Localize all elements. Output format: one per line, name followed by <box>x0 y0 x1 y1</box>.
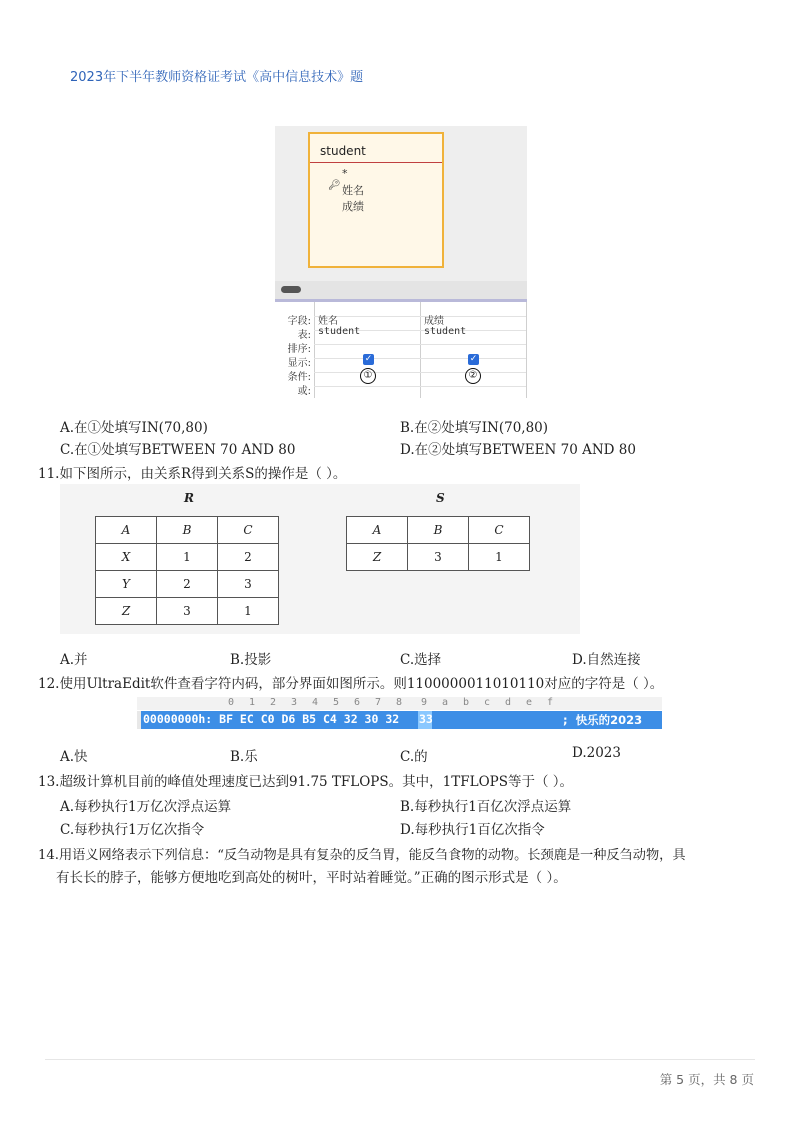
ruler-tick: 6 <box>354 697 361 708</box>
q11-option-d: D.自然连接 <box>572 652 641 668</box>
table-name: student <box>320 144 366 158</box>
table-title-divider <box>310 162 442 163</box>
q12-option-a: A.快 <box>60 749 88 765</box>
ultraedit-hex-view <box>137 697 662 735</box>
col2-criteria-marker: ② <box>465 368 481 384</box>
q10-option-d: D.在②处填写BETWEEN 70 AND 80 <box>400 442 636 458</box>
ruler-tick: 8 <box>396 697 403 708</box>
q13-option-a: A.每秒执行1万亿次浮点运算 <box>60 799 232 815</box>
r-cell: 2 <box>157 571 218 598</box>
r-cell: X <box>96 544 157 571</box>
q13-option-b: B.每秒执行1百亿次浮点运算 <box>400 799 572 815</box>
q10-option-a: A.在①处填写IN(70,80) <box>60 420 208 436</box>
q14-stem-line2: 有长长的脖子，能够方便地吃到高处的树叶，平时站着睡觉。”正确的图示形式是（ ）。 <box>56 870 567 886</box>
q10-option-b: B.在②处填写IN(70,80) <box>400 420 549 436</box>
ruler-tick: 7 <box>375 697 382 708</box>
q13-option-d: D.每秒执行1百亿次指令 <box>400 822 545 838</box>
q11-option-b: B.投影 <box>230 652 272 668</box>
q11-option-c: C.选择 <box>400 652 442 668</box>
query-grid <box>275 302 527 398</box>
s-header-c: C <box>469 517 530 544</box>
r-header-b: B <box>157 517 218 544</box>
row-label-field: 字段: <box>287 316 311 327</box>
q11-stem: 11.如下图所示，由关系R得到关系S的操作是（ ）。 <box>38 466 347 482</box>
q11-option-a: A.并 <box>60 652 88 668</box>
s-cell: 1 <box>469 544 530 571</box>
ruler-tick: 1 <box>249 697 256 708</box>
ruler-tick: 3 <box>291 697 298 708</box>
s-cell: Z <box>347 544 408 571</box>
ruler-tick: 5 <box>333 697 340 708</box>
row-label-table: 表: <box>297 330 311 341</box>
grid-hline <box>314 372 526 373</box>
grid-hline <box>314 316 526 317</box>
r-header-a: A <box>96 517 157 544</box>
relation-figure <box>60 484 580 634</box>
access-query-design-figure <box>275 126 527 398</box>
ruler-tick: 2 <box>270 697 277 708</box>
grid-hline <box>314 358 526 359</box>
text-column[interactable]: ; 快乐的2023 <box>563 713 643 727</box>
s-header-b: B <box>408 517 469 544</box>
field-score: 成绩 <box>342 200 364 213</box>
r-cell: 3 <box>218 571 279 598</box>
ruler-tick: b <box>463 697 470 708</box>
col1-show-checkbox[interactable]: ✓ <box>364 354 373 364</box>
grid-hline <box>314 344 526 345</box>
q12-option-c: C.的 <box>400 749 428 765</box>
ruler-tick: e <box>526 697 533 708</box>
ruler-tick: 0 <box>228 697 235 708</box>
col2-table[interactable]: student <box>424 326 467 337</box>
ruler-tick: c <box>484 697 491 708</box>
ruler-tick: 4 <box>312 697 319 708</box>
ruler-tick: f <box>547 697 554 708</box>
r-cell: 1 <box>157 544 218 571</box>
r-cell: Z <box>96 598 157 625</box>
col1-criteria-marker: ① <box>360 368 376 384</box>
q10-option-c: C.在①处填写BETWEEN 70 AND 80 <box>60 442 296 458</box>
hex-bytes[interactable]: 00000000h: BF EC C0 D6 B5 C4 32 30 32 <box>143 712 400 726</box>
col1-field[interactable]: 姓名 <box>318 316 338 327</box>
row-label-or: 或: <box>297 386 311 397</box>
field-all: * <box>342 167 348 180</box>
row-label-criteria: 条件: <box>287 372 311 383</box>
relation-r-name: R <box>184 491 194 505</box>
r-cell: Y <box>96 571 157 598</box>
student-table-box <box>308 132 444 268</box>
grid-vline <box>526 302 527 398</box>
r-header-c: C <box>218 517 279 544</box>
s-header-a: A <box>347 517 408 544</box>
q12-option-d: D.2023 <box>572 745 621 761</box>
col2-show-checkbox[interactable]: ✓ <box>469 354 478 364</box>
hex-ruler <box>137 697 662 710</box>
r-cell: 2 <box>218 544 279 571</box>
footer-divider <box>45 1059 755 1060</box>
key-icon: 🔑︎ <box>328 180 341 191</box>
field-name: 姓名 <box>342 184 364 197</box>
row-label-show: 显示: <box>287 358 311 369</box>
s-cell: 3 <box>408 544 469 571</box>
q12-stem: 12.使用UltraEdit软件查看字符内码，部分界面如图所示。则1100000011010110对应的字符是（ ）。 <box>38 676 664 692</box>
ruler-tick: d <box>505 697 512 708</box>
ruler-tick: 9 <box>421 697 428 708</box>
page-number: 第 5 页，共 8 页 <box>659 1072 754 1087</box>
grid-hline <box>314 386 526 387</box>
r-cell: 1 <box>218 598 279 625</box>
r-cell: 3 <box>157 598 218 625</box>
table-pane <box>275 126 527 281</box>
col1-table[interactable]: student <box>318 326 361 337</box>
ruler-tick: a <box>442 697 449 708</box>
q13-stem: 13.超级计算机目前的峰值处理速度已达到91.75 TFLOPS。其中，1TFLOPS等于（ ）。 <box>38 774 574 790</box>
relation-s-table <box>346 516 530 571</box>
scrollbar-thumb[interactable] <box>281 286 301 293</box>
relation-r-table <box>95 516 279 625</box>
page-header-title: 2023年下半年教师资格证考试《高中信息技术》题 <box>70 70 364 85</box>
relation-s-name: S <box>436 491 445 505</box>
horizontal-scrollbar[interactable] <box>275 281 527 299</box>
q14-stem-line1: 14.用语义网络表示下列信息：“反刍动物是具有复杂的反刍胃，能反刍食物的动物。长颈鹿是一种反刍动物，具 <box>38 848 686 863</box>
row-label-sort: 排序: <box>287 344 311 355</box>
q13-option-c: C.每秒执行1万亿次指令 <box>60 822 205 838</box>
hex-cursor-byte[interactable]: 33 <box>419 712 433 726</box>
q12-option-b: B.乐 <box>230 749 258 765</box>
col2-field[interactable]: 成绩 <box>424 316 444 327</box>
